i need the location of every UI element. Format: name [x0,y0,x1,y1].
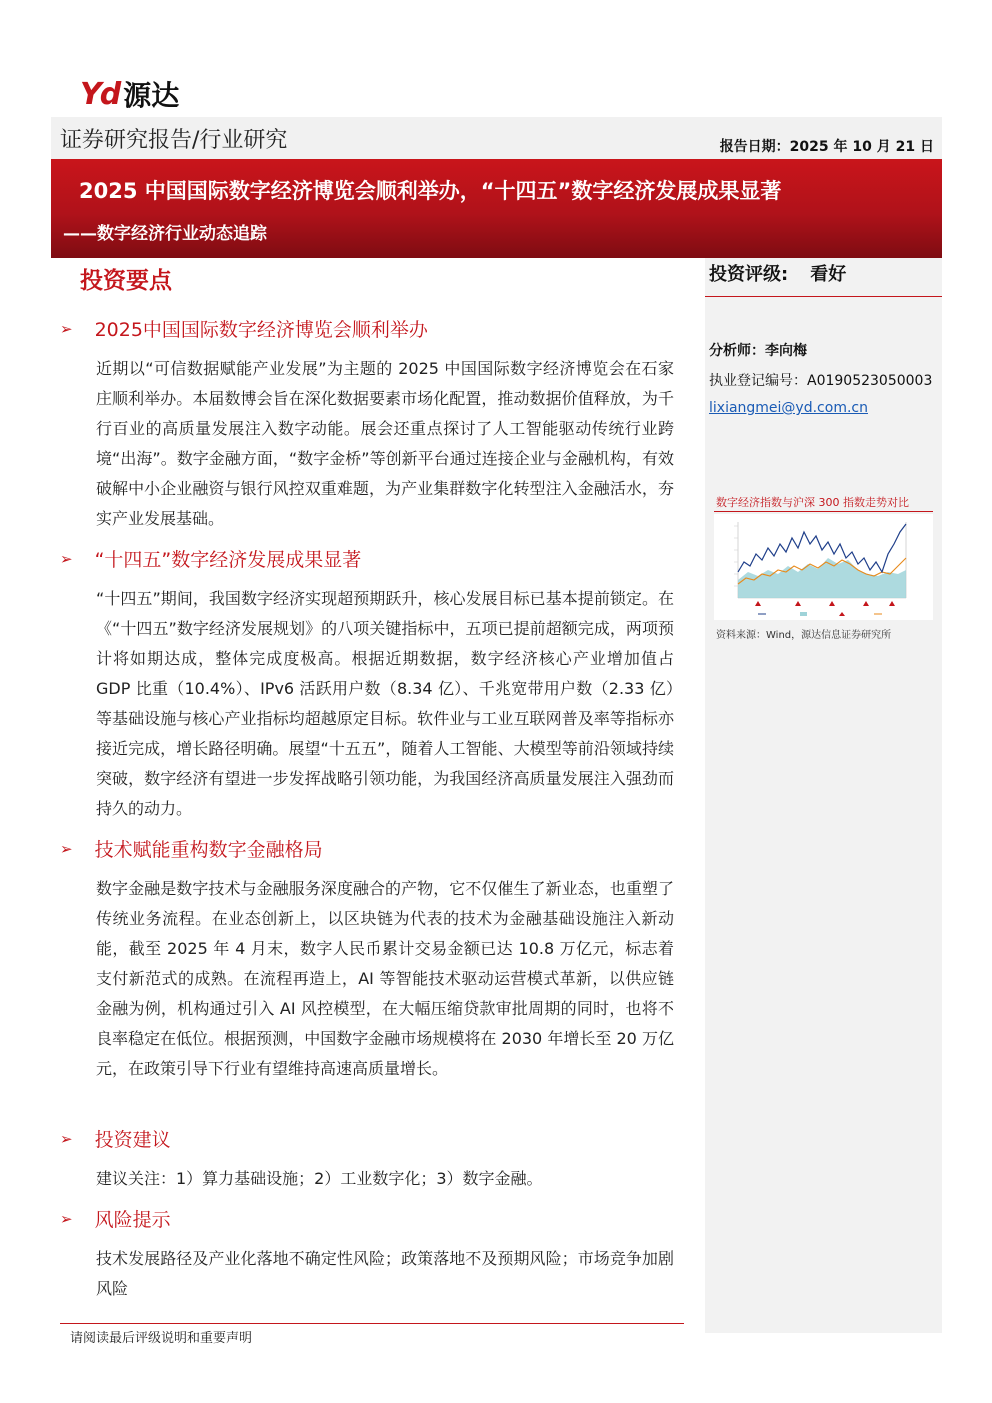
chart-thumbnail-graphic [714,514,933,620]
rating-label: 投资评级: [709,264,789,285]
report-type: 证券研究报告/行业研究 [60,128,288,153]
section-body: 数字金融是数字技术与金融服务深度融合的产物，它不仅催生了新业态，也重塑了传统业务流程。在业态创新上，以区块链为代表的技术为金融基础设施注入新动能，截至 2025 年 4 月末，数字人民币累计交易金额已达 10.8 万亿元，标志着支付新范式的成熟。在流程再造上，AI 等智能技术驱动运营模式革新，以供应链金融为例，机构通过引入 AI 风控模型，在大幅压缩贷款审批周期的同时，也将不良率稳定在低位。根据预测，中国数字金融市场规模将在 2030 年增长至 20 万亿元，在政策引导下行业有望维持高速高质量增长。 [96,879,674,1078]
section-heading [60,545,361,572]
rating-value: 看好 [810,264,847,285]
chart-title-divider [714,511,933,512]
analyst-email-link[interactable]: lixiangmei@yd.com.cn [709,400,868,416]
section-body: “十四五”期间，我国数字经济实现超预期跃升，核心发展目标已基本提前锁定。在《“十四五”数字经济发展规划》的八项关键指标中，五项已提前超额完成，两项预计将如期达成，整体完成度极高。根据近期数据，数字经济核心产业增加值占 GDP 比重（10.4%）、IPv6 活跃用户数（8.34 亿）、千兆宽带用户数（2.33 亿）等基础设施与核心产业指标均超越原定目标。软件业与工业互联网普及率等指标亦接近完成，增长路径明确。展望“十五五”，随着人工智能、大模型等前沿领域持续突破，数字经济有望进一步发挥战略引领功能，为我国经济高质量发展注入强劲而持久的动力。 [96,589,674,818]
analyst-registration: 执业登记编号：A0190523050003 [709,373,933,389]
section-heading-text: 风险提示 [94,1209,171,1231]
section-heading [60,835,323,862]
section-body: 建议关注：1）算力基础设施；2）工业数字化；3）数字金融。 [96,1169,543,1188]
chart-title: 数字经济指数与沪深 300 指数走势对比 [716,496,909,509]
title-banner [51,159,942,258]
section-body: 近期以“可信数据赋能产业发展”为主题的 2025 中国国际数字经济博览会在石家庄顺利举办。本届数博会旨在深化数据要素市场化配置，推动数据价值释放，为千行百业的高质量发展注入数字动能。展会还重点探讨了人工智能驱动传统行业跨境“出海”。数字金融方面，“数字金桥”等创新平台通过连接企业与金融机构，有效破解中小企业融资与银行风控双重难题，为产业集群数字化转型注入金融活水，夯实产业发展基础。 [96,359,674,528]
footer-divider [60,1323,684,1324]
section-heading-text: 投资建议 [94,1129,171,1151]
section-heading-text: 技术赋能重构数字金融格局 [94,839,323,861]
report-title: 2025 中国国际数字经济博览会顺利举办，“十四五”数字经济发展成果显著 [79,179,782,203]
section-heading [60,1125,171,1152]
section-heading [60,1205,171,1232]
logo-mark: Yd [80,76,120,112]
bullet-arrow-icon: ➢ [60,839,73,858]
chart-source: 资料来源：Wind，源达信息证券研究所 [716,630,892,641]
bullet-arrow-icon: ➢ [60,549,73,568]
section-heading-text: 2025中国国际数字经济博览会顺利举办 [94,319,428,341]
section-heading-text: “十四五”数字经济发展成果显著 [94,549,362,571]
section-heading [60,315,428,342]
section-body: 技术发展路径及产业化落地不确定性风险；政策落地不及预期风险；市场竞争加剧风险 [96,1249,674,1298]
logo-name: 源达 [123,79,180,112]
rating-divider [705,296,942,297]
report-type-bar [51,117,942,159]
bullet-arrow-icon: ➢ [60,319,73,338]
bullet-arrow-icon: ➢ [60,1129,73,1148]
brand-logo [80,74,179,114]
footer-disclaimer: 请阅读最后评级说明和重要声明 [70,1331,253,1346]
sidebar-panel [705,258,942,1333]
report-subtitle: ——数字经济行业动态追踪 [63,224,267,244]
key-points-title: 投资要点 [80,268,172,294]
analyst-name: 分析师：李向梅 [709,343,807,359]
investment-rating [709,260,846,286]
index-comparison-chart-image [714,514,933,620]
report-date: 报告日期：2025 年 10 月 21 日 [719,139,934,155]
bullet-arrow-icon: ➢ [60,1209,73,1228]
